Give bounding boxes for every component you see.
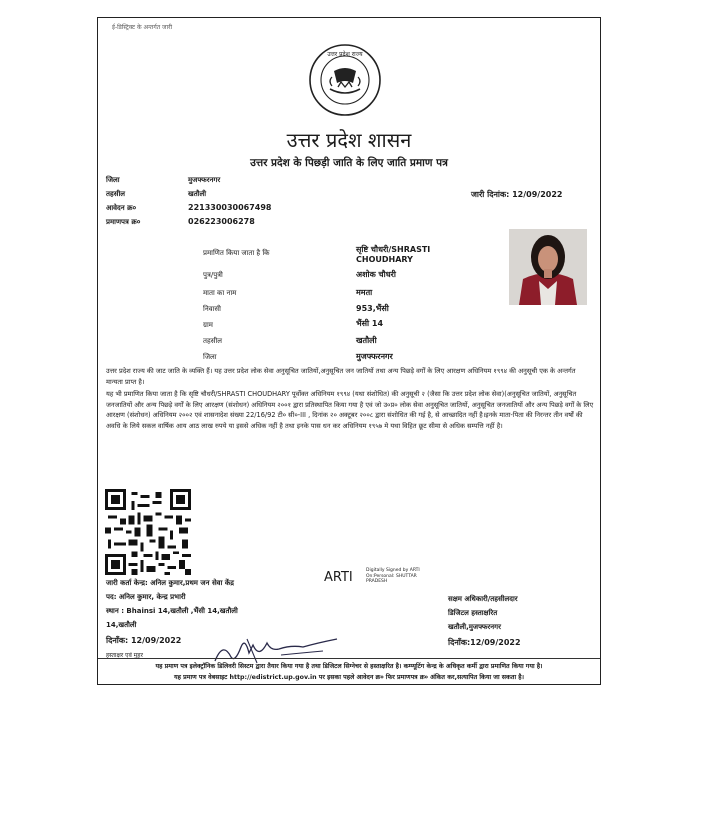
- sign-seal-label: हस्ताक्षर एवं मुहर: [106, 652, 143, 659]
- footer-line1: यह प्रमाण पत्र इलेक्ट्रॉनिक डिलिवरी सिस्टम द्वारा तैयार किया गया है तथा डिजिटल सिग्नेचर से हस्ताक्षरित है। कम्प्यूटिंग केन्द्र के अधिकृत कर्मी द्वारा प्रमाणित किया गया है।: [155, 663, 543, 670]
- digital-sign-line: Digitally Signed by ARTI: [366, 568, 420, 573]
- application-label: आवेदन क्र०: [106, 204, 137, 212]
- application-number: 221330030067498: [188, 203, 272, 212]
- certify-label: प्रमाणित किया जाता है कि: [203, 249, 270, 257]
- tehsil-value: खतौली: [188, 190, 207, 198]
- village-label: ग्राम: [203, 321, 213, 329]
- resident-value: 953,भैंसी: [356, 304, 389, 313]
- guardian-value: अशोक चौधरी: [356, 270, 396, 279]
- certificate-subtitle: उत्तर प्रदेश के पिछड़ी जाति के लिए जाति प्रमाण पत्र: [250, 157, 448, 169]
- mother-label: माता का नाम: [203, 289, 237, 297]
- village-value: भैंसी 14: [356, 319, 384, 328]
- name-line-1: सृष्टि चौधरी/SHRASTI: [356, 245, 431, 254]
- certificate-number: 026223006278: [188, 217, 255, 226]
- district-value: मुजफ्फरनगर: [188, 176, 221, 184]
- footer-divider: [98, 658, 600, 659]
- certificate-label: प्रमाणपत्र क्र०: [106, 218, 141, 226]
- issuing-center: जारी कर्ता केन्द्र: अनिल कुमार,प्रथम जन सेवा केंद्र: [106, 579, 234, 587]
- certification-paragraph: यह भी प्रमाणित किया जाता है कि सृष्टि चौधरी/SHRASTI CHOUDHARY पूर्वोक्त अधिनियम १९९४ (यथा संशोधित) की अनुसूची २ (जैसा कि उत्तर प्रदेश लोक सेवा)(अनुसूचित जातियों, अनुसूचित जनजातियों और अन्य पिछड़े वर्गों के लिए आरक्षण (संशोधन) अधिनियम २००१ द्वारा प्रतिस्थापित किया गया है एवं जो उ०प्र० लोक सेवा अनुसूचित जातियों, अनुसूचित जनजातियों और अन्य पिछड़े वर्गों के लिए आरक्षण (संशोधन) अधिनियम २००२ एवं शासनादेश संख्या 22/16/92 टी० सी०-III , दिनांक २० अक्टूबर २००८ द्वारा संशोधित की गई है, से आच्छादित नहीं है।इनके माता-पिता की निरन्तर तीन वर्षों की अवधि के लिये सकल वार्षिक आय आठ लाख रुपये या इससे अधिक नहीं है तथा इनके पास धन कर अधिनियम १९५७ मे यथा विहित छूट सीमा से अधिक सम्पत्ति नहीं है।: [106, 390, 594, 430]
- district2-value: मुजफ्फरनगर: [356, 352, 393, 361]
- authority-date: दिनाँक:12/09/2022: [448, 638, 521, 647]
- tehsil-label: तहसील: [106, 190, 125, 198]
- guardian-label: पुत्र/पुत्री: [203, 271, 223, 279]
- emblem-text: उत्तर प्रदेश राज्य: [327, 51, 363, 58]
- qr-code: [105, 488, 191, 576]
- issuer-date: दिनाँक: 12/09/2022: [106, 636, 182, 645]
- tehsil2-value: खतौली: [356, 336, 377, 345]
- digital-signature-info: [366, 568, 420, 585]
- caste-paragraph: उत्तर प्रदेश राज्य की जाट जाति के व्यक्ति हैं। यह उत्तर प्रदेश लोक सेवा अनुसूचित जातियों,अनुसूचित जन जातियों तथा अन्य पिछड़े वर्गों के लिए आरक्षण अधिनियम १९९४ की अनुसूची एक के अन्तर्गत मान्यता प्राप्त है।: [106, 367, 576, 386]
- resident-label: निवासी: [203, 305, 221, 313]
- authority-line1: सक्षम अधिकारी/तहसीलदार: [448, 595, 518, 603]
- name-line-2: CHOUDHARY: [356, 255, 413, 264]
- authority-line3: खतौली,मुजफ्फरनगर: [448, 623, 501, 631]
- issuer-operator: पद: अनिल कुमार, केन्द्र प्रभारी: [106, 593, 186, 601]
- authority-line2: डिजिटल हस्ताक्षरित: [448, 609, 498, 617]
- district2-label: जिला: [203, 353, 217, 361]
- issue-date: जारी दिनांक: 12/09/2022: [471, 190, 563, 199]
- page-title: उत्तर प्रदेश शासन: [286, 128, 412, 152]
- issuer-place-line2: 14,खतौली: [106, 621, 137, 629]
- digital-sign-place: PRADESH: [366, 579, 388, 584]
- applicant-photo: [509, 229, 587, 305]
- digital-sign-on: On:Personal: SHUTTAR: [366, 573, 417, 579]
- district-label: जिला: [106, 176, 120, 184]
- mother-value: ममता: [356, 288, 373, 297]
- top-note: ई-डिस्ट्रिक्ट के अन्तर्गत जारी: [112, 24, 173, 31]
- up-emblem-icon: [308, 43, 382, 117]
- arti-logo: ARTI: [324, 570, 353, 585]
- tehsil2-label: तहसील: [203, 337, 222, 345]
- issuer-place-line1: स्थान : Bhainsi 14,खतौली ,भैंसी 14,खतौली: [106, 607, 238, 615]
- certificate-document: [97, 17, 601, 685]
- footer-line2: यह प्रमाण पत्र वेबसाइट http://edistrict.up.gov.in पर इसका पहले आवेदन क्र० फिर प्रमाणपत्र क्र० अंकित कर,सत्यापित किया जा सकता है।: [173, 674, 525, 681]
